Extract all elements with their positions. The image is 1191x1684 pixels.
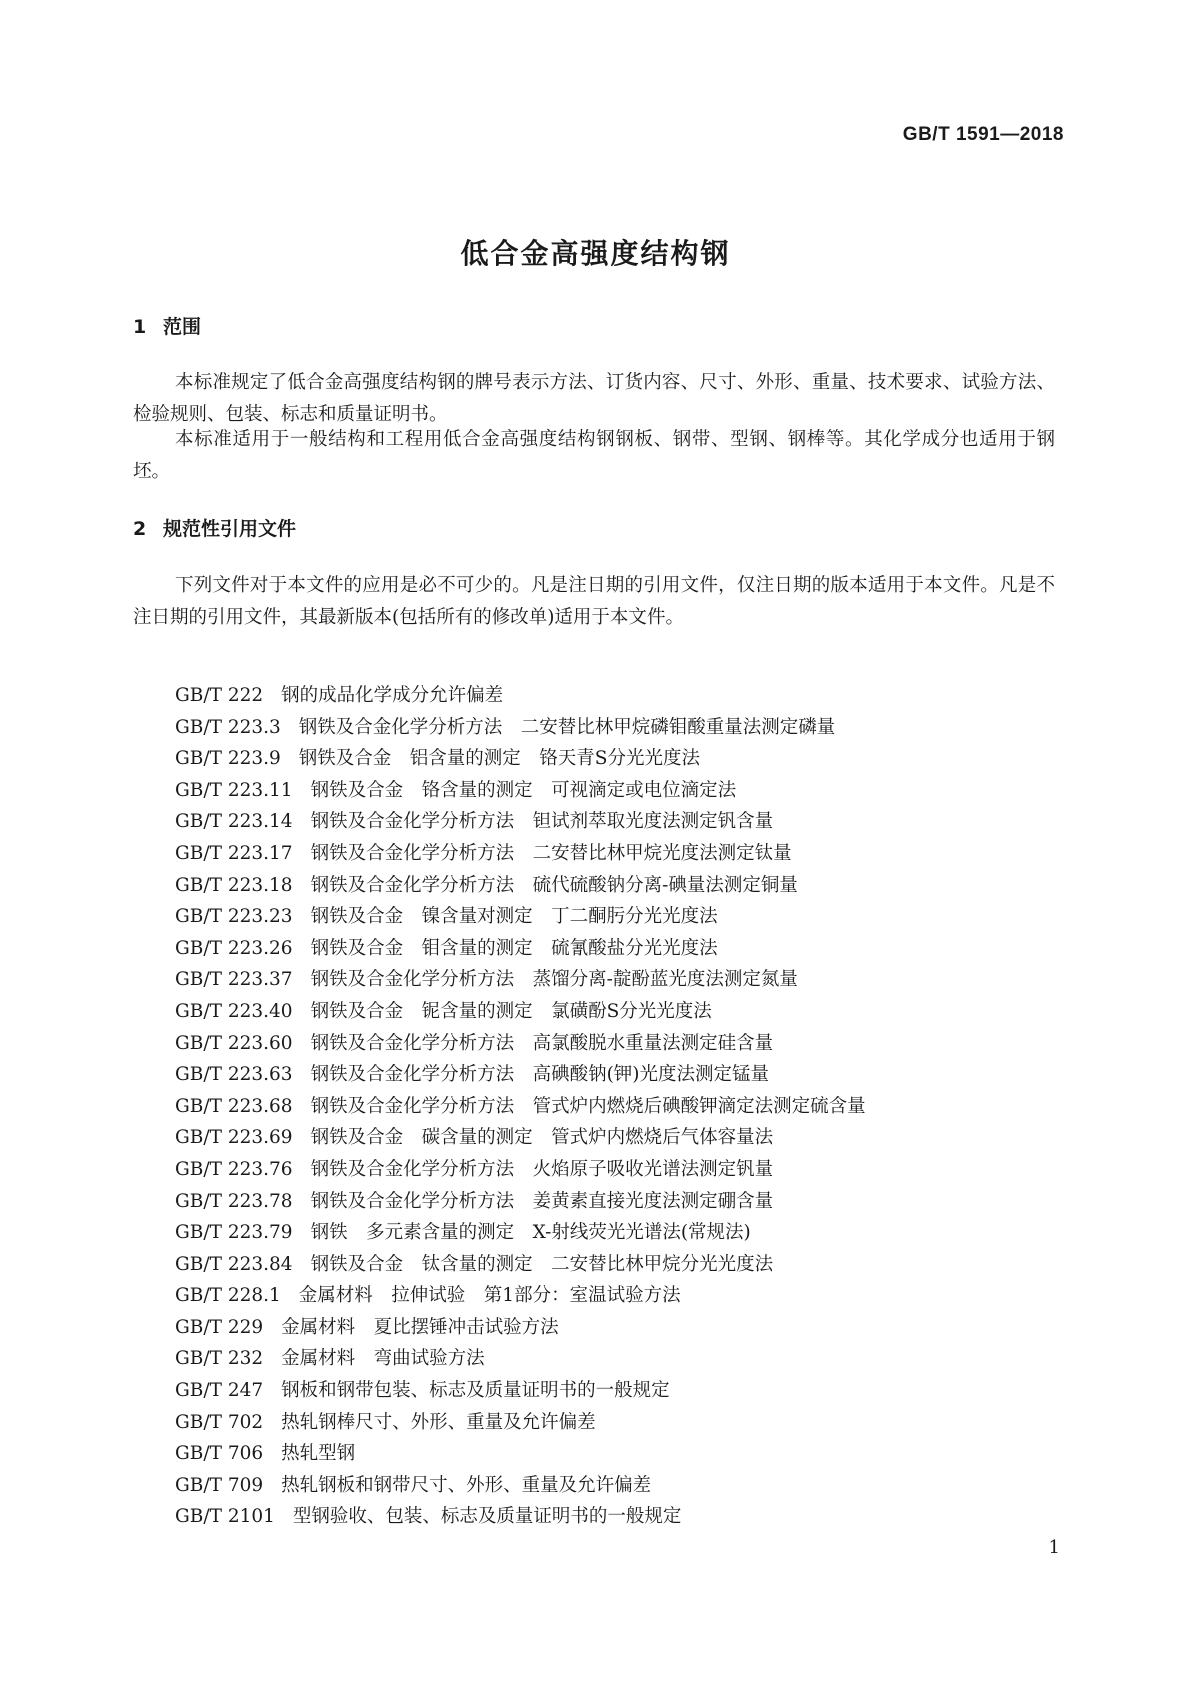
reference-item <box>175 775 866 807</box>
scope-paragraph-1: 本标准规定了低合金高强度结构钢的牌号表示方法、订货内容、尺寸、外形、重量、技术要求、试验方法、检验规则、包装、标志和质量证明书。 <box>133 372 1055 425</box>
reference-code: GB/T 223.84 <box>175 1253 293 1275</box>
reference-code: GB/T 223.63 <box>175 1064 293 1086</box>
reference-title: 钢铁及合金化学分析方法 火焰原子吸收光谱法测定钒量 <box>310 1158 774 1180</box>
reference-code: GB/T 223.69 <box>175 1127 293 1149</box>
scope-paragraph-2: 本标准适用于一般结构和工程用低合金高强度结构钢钢板、钢带、型钢、钢棒等。其化学成分也适用于钢坯。 <box>133 429 1055 482</box>
reference-item <box>175 1249 866 1281</box>
reference-code: GB/T 223.78 <box>175 1190 293 1212</box>
section-number: 1 <box>133 316 147 338</box>
section-1-heading <box>133 312 201 339</box>
reference-item <box>175 1407 866 1439</box>
reference-title: 热轧钢板和钢带尺寸、外形、重量及允许偏差 <box>281 1474 652 1496</box>
reference-code: GB/T 222 <box>175 685 264 706</box>
reference-title: 钢板和钢带包装、标志及质量证明书的一般规定 <box>281 1380 670 1402</box>
reference-title: 钢铁及合金 钼含量的测定 硫氰酸盐分光光度法 <box>310 937 718 959</box>
reference-title: 钢铁及合金化学分析方法 姜黄素直接光度法测定硼含量 <box>310 1190 774 1212</box>
reference-title: 钢铁及合金 铬含量的测定 可视滴定或电位滴定法 <box>310 779 737 801</box>
reference-list <box>175 680 866 1533</box>
reference-code: GB/T 229 <box>175 1316 264 1338</box>
reference-title: 钢铁 多元素含量的测定 X-射线荧光光谱法(常规法) <box>310 1222 751 1244</box>
reference-item <box>175 901 866 933</box>
reference-title: 钢铁及合金 铝含量的测定 铬天青S分光光度法 <box>298 748 700 770</box>
reference-item <box>175 1438 866 1470</box>
section-number: 2 <box>133 518 147 540</box>
reference-code: GB/T 223.40 <box>175 1000 293 1022</box>
reference-code: GB/T 2101 <box>175 1506 275 1528</box>
reference-item <box>175 933 866 965</box>
reference-item <box>175 1154 866 1186</box>
section-2-heading <box>133 514 296 541</box>
section-title: 范围 <box>163 316 202 338</box>
reference-code: GB/T 247 <box>175 1380 264 1402</box>
standard-code: GB/T 1591—2018 <box>902 124 1064 145</box>
reference-code: GB/T 706 <box>175 1443 264 1465</box>
section-title: 规范性引用文件 <box>163 518 297 540</box>
reference-title: 钢铁及合金化学分析方法 管式炉内燃烧后碘酸钾滴定法测定硫含量 <box>310 1095 866 1117</box>
page-number: 1 <box>1048 1537 1060 1558</box>
reference-item <box>175 1091 866 1123</box>
reference-title: 金属材料 拉伸试验 第1部分：室温试验方法 <box>298 1285 681 1307</box>
reference-title: 金属材料 弯曲试验方法 <box>281 1348 485 1370</box>
reference-item <box>175 1217 866 1249</box>
reference-item <box>175 680 866 712</box>
reference-code: GB/T 223.76 <box>175 1158 293 1180</box>
reference-code: GB/T 223.14 <box>175 811 293 833</box>
reference-item <box>175 1312 866 1344</box>
normative-references-intro: 下列文件对于本文件的应用是必不可少的。凡是注日期的引用文件，仅注日期的版本适用于本文件。凡是不注日期的引用文件，其最新版本(包括所有的修改单)适用于本文件。 <box>133 575 1055 628</box>
reference-item <box>175 964 866 996</box>
reference-title: 钢铁及合金 镍含量对测定 丁二酮肟分光光度法 <box>310 906 718 928</box>
reference-title: 钢铁及合金 碳含量的测定 管式炉内燃烧后气体容量法 <box>310 1127 774 1149</box>
reference-title: 钢铁及合金 铌含量的测定 氯磺酚S分光光度法 <box>310 1000 712 1022</box>
reference-item <box>175 996 866 1028</box>
reference-item <box>175 1501 866 1533</box>
reference-code: GB/T 223.37 <box>175 969 293 991</box>
reference-title: 金属材料 夏比摆锤冲击试验方法 <box>281 1316 559 1338</box>
reference-title: 热轧型钢 <box>281 1443 356 1465</box>
reference-item <box>175 1122 866 1154</box>
reference-item <box>175 712 866 744</box>
reference-code: GB/T 223.18 <box>175 874 293 896</box>
reference-item <box>175 743 866 775</box>
reference-title: 钢铁及合金 钛含量的测定 二安替比林甲烷分光光度法 <box>310 1253 774 1275</box>
reference-title: 钢铁及合金化学分析方法 二安替比林甲烷磷钼酸重量法测定磷量 <box>298 716 836 738</box>
reference-item <box>175 838 866 870</box>
reference-code: GB/T 223.26 <box>175 937 293 959</box>
reference-title: 热轧钢棒尺寸、外形、重量及允许偏差 <box>281 1411 596 1433</box>
reference-item <box>175 1028 866 1060</box>
reference-item <box>175 1280 866 1312</box>
reference-item <box>175 1470 866 1502</box>
reference-item <box>175 870 866 902</box>
document-title: 低合金高强度结构钢 <box>460 237 731 270</box>
reference-title: 钢铁及合金化学分析方法 二安替比林甲烷光度法测定钛量 <box>310 842 792 864</box>
reference-code: GB/T 223.23 <box>175 906 293 928</box>
reference-code: GB/T 223.68 <box>175 1095 293 1117</box>
reference-code: GB/T 228.1 <box>175 1285 281 1307</box>
reference-item <box>175 806 866 838</box>
reference-item <box>175 1059 866 1091</box>
reference-code: GB/T 709 <box>175 1474 264 1496</box>
reference-title: 钢铁及合金化学分析方法 高碘酸钠(钾)光度法测定锰量 <box>310 1064 769 1086</box>
reference-code: GB/T 223.3 <box>175 716 281 738</box>
reference-item <box>175 1343 866 1375</box>
reference-title: 钢铁及合金化学分析方法 硫代硫酸钠分离-碘量法测定铜量 <box>310 874 798 896</box>
reference-title: 钢铁及合金化学分析方法 蒸馏分离-靛酚蓝光度法测定氮量 <box>310 969 798 991</box>
reference-code: GB/T 223.17 <box>175 842 293 864</box>
reference-title: 钢铁及合金化学分析方法 钽试剂萃取光度法测定钒含量 <box>310 811 774 833</box>
reference-title: 钢的成品化学成分允许偏差 <box>281 685 504 706</box>
reference-code: GB/T 223.60 <box>175 1032 293 1054</box>
reference-title: 型钢验收、包装、标志及质量证明书的一般规定 <box>292 1506 682 1528</box>
reference-code: GB/T 702 <box>175 1411 264 1433</box>
reference-code: GB/T 223.79 <box>175 1222 293 1244</box>
reference-code: GB/T 223.9 <box>175 748 281 770</box>
reference-item <box>175 1186 866 1218</box>
reference-code: GB/T 232 <box>175 1348 264 1370</box>
reference-title: 钢铁及合金化学分析方法 高氯酸脱水重量法测定硅含量 <box>310 1032 774 1054</box>
reference-item <box>175 1375 866 1407</box>
reference-code: GB/T 223.11 <box>175 779 293 801</box>
